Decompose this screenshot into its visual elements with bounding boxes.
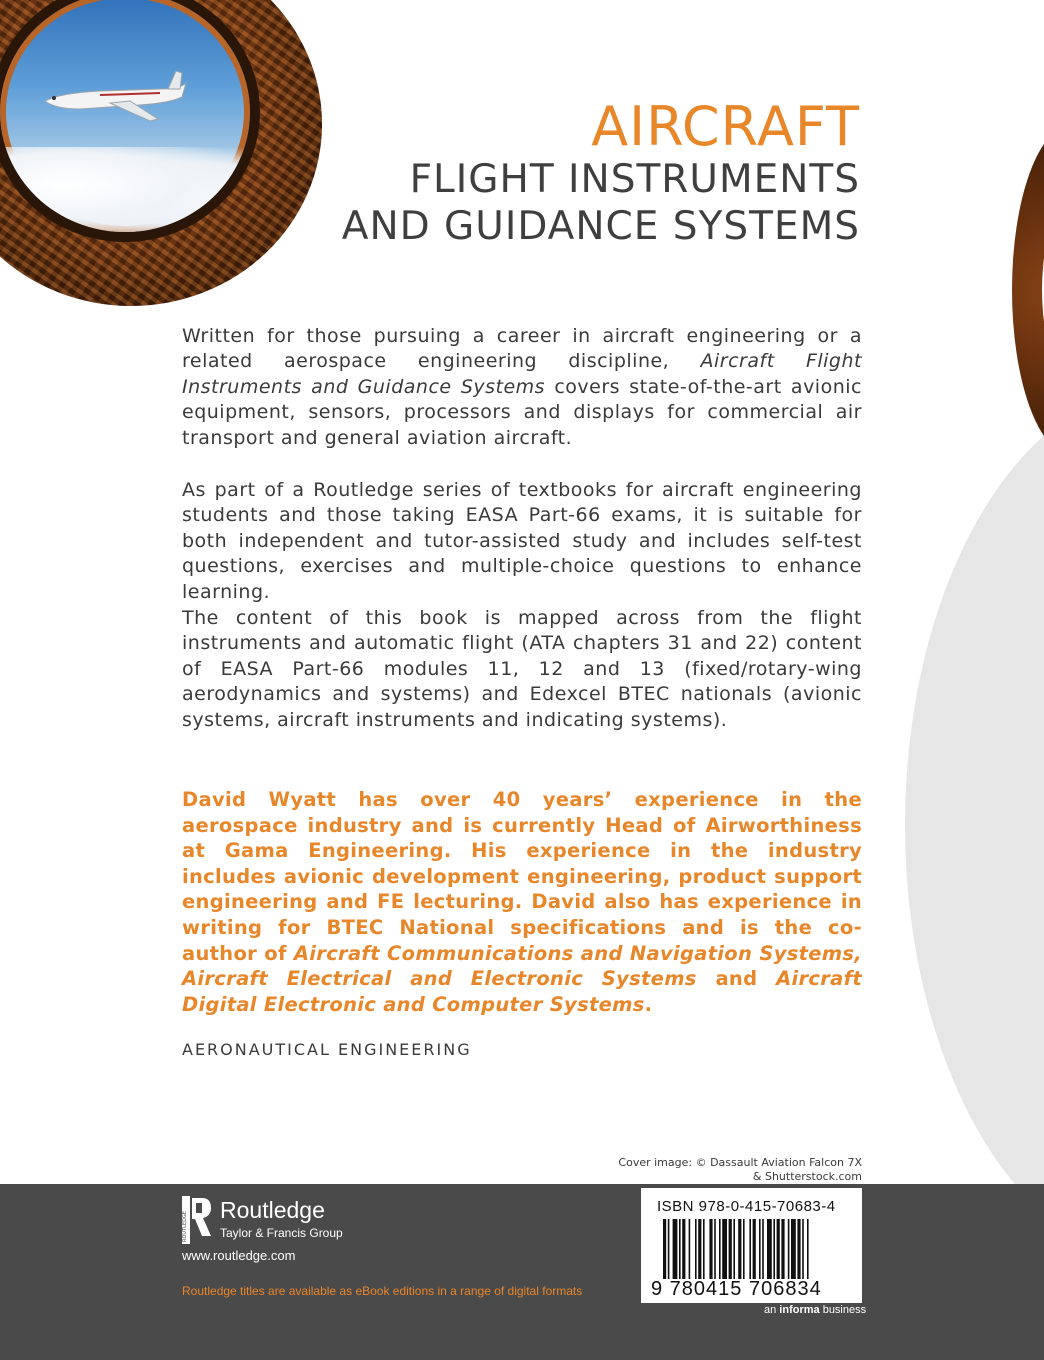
barcode-bar: [722, 1219, 727, 1279]
barcode-bar: [777, 1219, 780, 1279]
footer-band: [0, 1184, 1044, 1360]
barcode-bar: [759, 1219, 761, 1279]
author-and: and: [696, 967, 777, 991]
author-bio: [182, 787, 862, 1017]
jet-aircraft-icon: [40, 67, 190, 127]
barcode-bar: [762, 1219, 764, 1279]
barcode-bar: [703, 1219, 705, 1279]
barcode-bar: [689, 1219, 691, 1279]
barcode-bar: [668, 1219, 670, 1279]
decorative-grey-arc: [905, 385, 1044, 1265]
barcode-bar: [749, 1219, 751, 1279]
barcode-bar: [679, 1219, 681, 1279]
barcode-bar: [698, 1219, 701, 1279]
barcode-bar: [743, 1219, 745, 1279]
book-subtitle-line1: FLIGHT INSTRUMENTS: [409, 157, 860, 202]
description-paragraph-1: [182, 324, 862, 451]
subject-category: AERONAUTICAL ENGINEERING: [182, 1040, 472, 1059]
barcode-bar: [709, 1219, 712, 1279]
cover-credit-line2: & Shutterstock.com: [752, 1170, 862, 1183]
cover-image-porthole: [0, 0, 322, 306]
barcode-bar: [781, 1219, 784, 1279]
barcode-bar: [733, 1219, 735, 1279]
barcode-bar: [682, 1219, 685, 1279]
barcode-digits: 9 780415 706834: [651, 1278, 822, 1300]
ebook-note: Routledge titles are available as eBook editions in a range of digital formats: [182, 1284, 583, 1298]
isbn-label: ISBN 978-0-415-70683-4: [657, 1198, 836, 1215]
description-paragraph-3: The content of this book is mapped across from the flight instruments and automatic flight (ATA chapters 31 and 22) content of EASA Part-66 modules 11, 12 and 13 (fixed/rotary-wing aerodynamics and systems) and Edexcel BTEC nationals (avionic systems, aircraft instruments and indicating systems).: [182, 607, 862, 731]
barcode-bars: [663, 1219, 853, 1279]
p1-book-title: Aircraft Flight Instruments and Guidance Systems: [182, 350, 862, 398]
logo-vertical-text: ROUTLEDGE: [182, 1211, 188, 1242]
book-subtitle-line2: AND GUIDANCE SYSTEMS: [341, 204, 860, 249]
p1-text-b: covers state-of-the-art avionic equipment, sensors, processors and displays for commercial air transport and general aviation aircraft.: [182, 375, 862, 449]
informa-business-tag: [764, 1304, 866, 1316]
isbn-barcode: [641, 1188, 862, 1303]
barcode-bar: [714, 1219, 716, 1279]
barcode-bar: [802, 1219, 804, 1279]
barcode-bar: [663, 1219, 666, 1279]
decorative-porthole-right: [1012, 125, 1044, 455]
barcode-bar: [729, 1219, 732, 1279]
p1-text-a: Written for those pursuing a career in aircraft engineering or a related aerospace engineering discipline,: [182, 325, 862, 373]
publisher-website-link[interactable]: www.routledge.com: [182, 1248, 296, 1263]
barcode-bar: [719, 1219, 721, 1279]
barcode-bar: [797, 1219, 800, 1279]
publisher-group: Taylor & Francis Group: [220, 1226, 343, 1240]
sky-window: [0, 0, 260, 242]
informa-bold: informa: [779, 1304, 820, 1316]
author-book-2: Aircraft Electrical and Electronic Systems: [182, 967, 697, 991]
barcode-bar: [738, 1219, 741, 1279]
cover-credit-line1: Cover image: © Dassault Aviation Falcon 7X: [618, 1156, 862, 1169]
author-book-3: Aircraft Digital Electronic and Computer Systems: [182, 967, 862, 1016]
author-book-1: Aircraft Communications and Navigation Systems,: [293, 941, 862, 965]
barcode-bar: [673, 1219, 678, 1279]
barcode-bar: [695, 1219, 697, 1279]
barcode-bar: [753, 1219, 756, 1279]
publisher-name: Routledge: [220, 1197, 325, 1223]
barcode-bar: [773, 1219, 775, 1279]
barcode-bar: [788, 1219, 790, 1279]
cover-credit: [618, 1156, 862, 1184]
barcode-bar: [807, 1219, 809, 1279]
routledge-r-logo-icon: [182, 1196, 212, 1244]
barcode-bar: [767, 1219, 772, 1279]
description-paragraph-2: As part of a Routledge series of textbooks for aircraft engineering students and those taking EASA Part-66 exams, it is suitable for both independent and tutor-assisted study and includes self-test questions, exercises and multiple-choice questions to enhance learning.: [182, 479, 862, 603]
book-title: AIRCRAFT: [591, 95, 860, 158]
author-end: .: [644, 992, 653, 1016]
informa-prefix: an: [764, 1304, 780, 1316]
barcode-bar: [791, 1219, 796, 1279]
informa-suffix: business: [819, 1304, 867, 1316]
author-bio-text: David Wyatt has over 40 years’ experience in the aerospace industry and is currently Head of Airworthiness at Gama Engineering. His experience in the industry includes avionic development engineering, product support engineering and FE lecturing. David also has experience in writing for BTEC National specifications and is the co-author of: [182, 788, 862, 965]
